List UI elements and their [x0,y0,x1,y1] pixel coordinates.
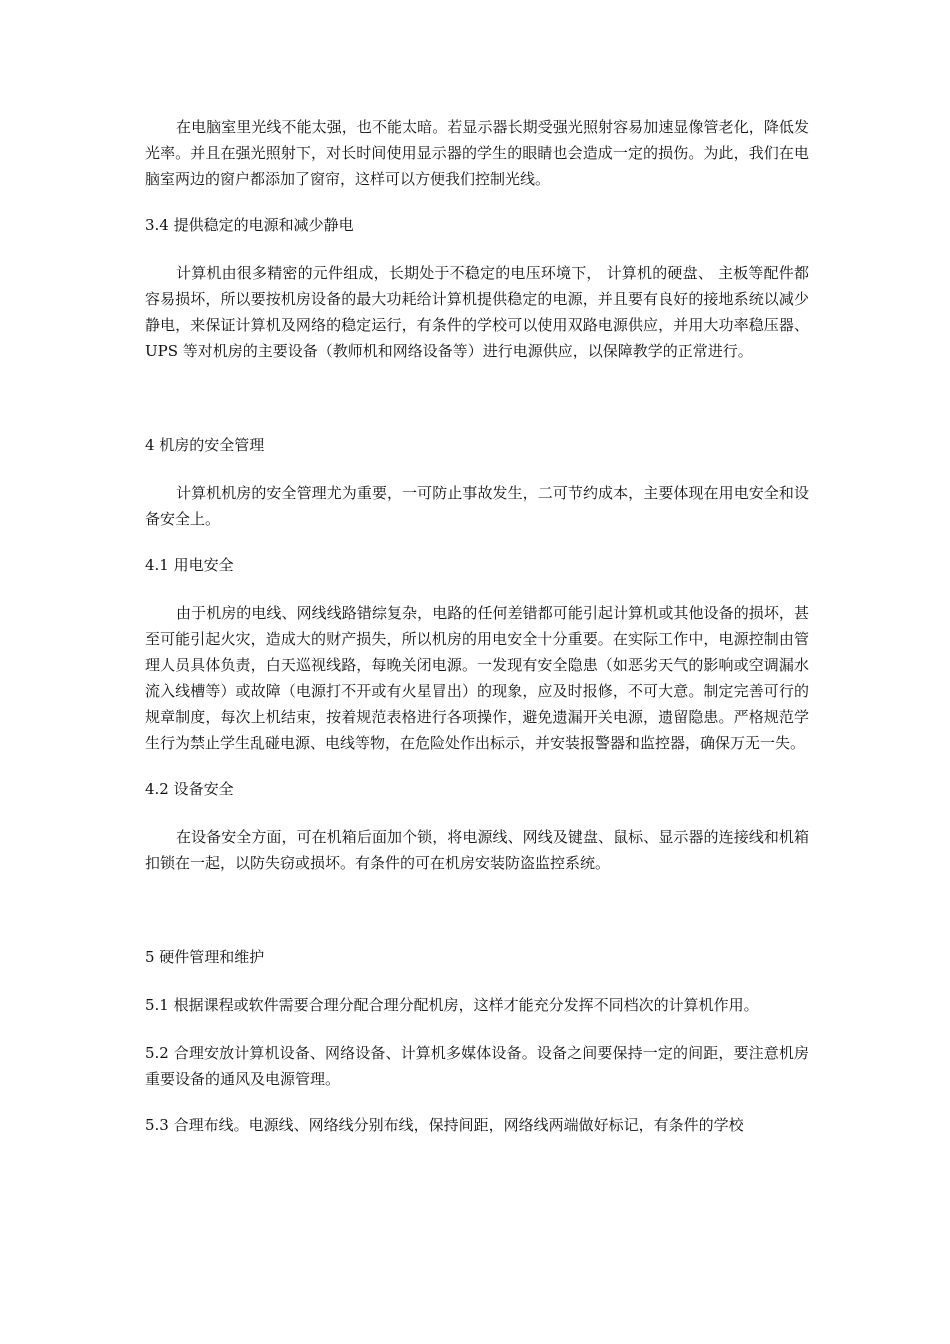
paragraph-equipment-safety: 在设备安全方面，可在机箱后面加个锁，将电源线、网线及键盘、鼠标、显示器的连接线和机箱扣锁在一起，以防失窃或损坏。有条件的可在机房安装防盗监控系统。 [145,828,809,872]
heading-4-1: 4.1 用电安全 [145,556,234,574]
document-page [145,114,809,1138]
paragraph-power-supply: 计算机由很多精密的元件组成，长期处于不稳定的电压环境下， 计算机的硬盘、 主板等配件都容易损坏，所以要按机房设备的最大功耗给计算机提供稳定的电源，并且要有良好的接地系统以减少静电，来保证计算机及网络的稳定运行，有条件的学校可以使用双路电源供应，并用大功率稳压器、UPS 等对机房的主要设备（教师机和网络设备等）进行电源供应，以保障教学的正常进行。 [145,264,809,360]
heading-4: 4 机房的安全管理 [145,436,265,454]
paragraph-lighting: 在电脑室里光线不能太强，也不能太暗。若显示器长期受强光照射容易加速显像管老化，降低发光率。并且在强光照射下，对长时间使用显示器的学生的眼睛也会造成一定的损伤。为此，我们在电脑室两边的窗户都添加了窗帘，这样可以方便我们控制光线。 [145,118,809,188]
item-5-1: 5.1 根据课程或软件需要合理分配合理分配机房，这样才能充分发挥不同档次的计算机作用。 [145,996,759,1014]
heading-4-2: 4.2 设备安全 [145,780,234,798]
heading-3-4: 3.4 提供稳定的电源和减少静电 [145,216,354,234]
paragraph-safety-intro: 计算机机房的安全管理尤为重要，一可防止事故发生，二可节约成本，主要体现在用电安全和设备安全上。 [145,484,809,528]
item-5-2: 5.2 合理安放计算机设备、网络设备、计算机多媒体设备。设备之间要保持一定的间距，要注意机房重要设备的通风及电源管理。 [145,1044,809,1088]
paragraph-electrical-safety: 由于机房的电线、网线线路错综复杂，电路的任何差错都可能引起计算机或其他设备的损坏，甚至可能引起火灾，造成大的财产损失，所以机房的用电安全十分重要。在实际工作中，电源控制由管理人员具体负责，白天巡视线路，每晚关闭电源。一发现有安全隐患（如恶劣天气的影响或空调漏水流入线槽等）或故障（电源打不开或有火星冒出）的现象，应及时报修，不可大意。制定完善可行的规章制度，每次上机结束，按着规范表格进行各项操作，避免遗漏开关电源，遗留隐患。严格规范学生行为禁止学生乱碰电源、电线等物，在危险处作出标示，并安装报警器和监控器，确保万无一失。 [145,604,809,752]
item-5-3: 5.3 合理布线。电源线、网络线分别布线，保持间距，网络线两端做好标记，有条件的学校 [145,1116,744,1134]
heading-5: 5 硬件管理和维护 [145,948,265,966]
